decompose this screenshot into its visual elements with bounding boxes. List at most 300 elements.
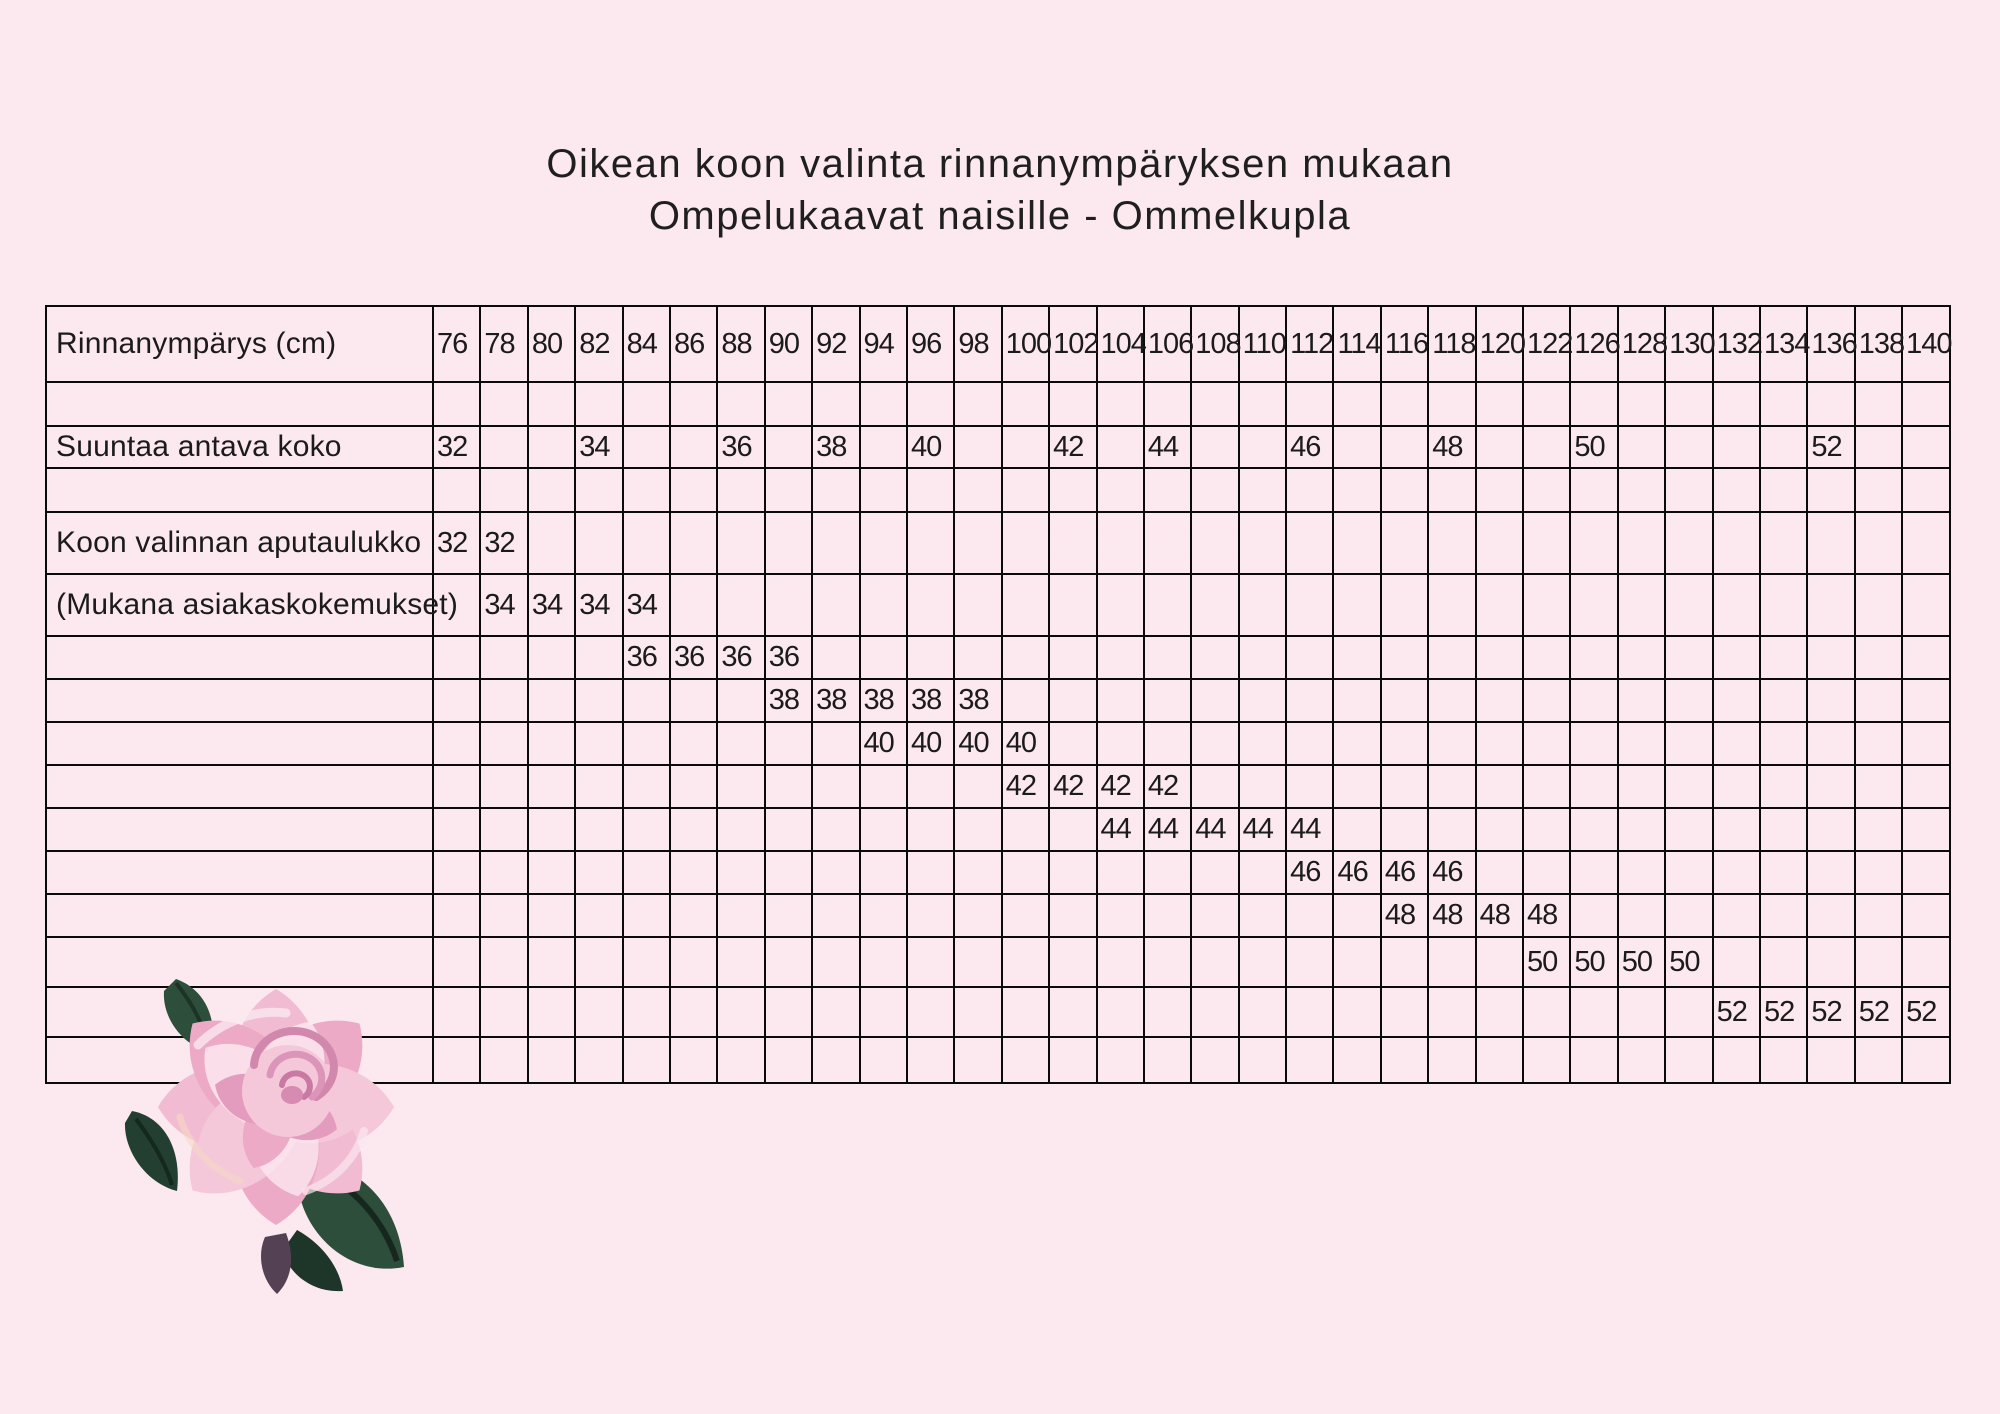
cell-138 xyxy=(1855,1037,1902,1083)
cell-82 xyxy=(575,851,622,894)
cell-78 xyxy=(480,937,527,987)
cell-106 xyxy=(1144,894,1191,937)
cell-100 xyxy=(1002,574,1049,636)
cell-102 xyxy=(1049,894,1096,937)
title-line-1: Oikean koon valinta rinnanympäryksen mukaan xyxy=(546,142,1454,186)
cell-98 xyxy=(954,851,1001,894)
cell-96 xyxy=(907,987,954,1037)
cell-112 xyxy=(1286,765,1333,808)
cell-88 xyxy=(717,1037,764,1083)
cell-88 xyxy=(717,808,764,851)
cell-82 xyxy=(575,894,622,937)
cell-104 xyxy=(1097,987,1144,1037)
cell-138 xyxy=(1855,894,1902,937)
cell-78 xyxy=(480,987,527,1037)
cell-116 xyxy=(1381,937,1428,987)
cell-116: 46 xyxy=(1381,851,1428,894)
cell-114 xyxy=(1333,679,1380,722)
cell-128 xyxy=(1618,574,1665,636)
cell-80 xyxy=(528,382,575,426)
cell-130 xyxy=(1665,679,1712,722)
row-koko-42 xyxy=(46,765,1950,808)
cell-110 xyxy=(1239,382,1286,426)
cell-114 xyxy=(1333,382,1380,426)
cell-112 xyxy=(1286,679,1333,722)
cell-88 xyxy=(717,382,764,426)
cell-106 xyxy=(1144,468,1191,512)
cell-88 xyxy=(717,574,764,636)
cell-112 xyxy=(1286,1037,1333,1083)
cell-82 xyxy=(575,636,622,679)
cell-86 xyxy=(670,1037,717,1083)
cell-112: 44 xyxy=(1286,808,1333,851)
cell-108 xyxy=(1191,679,1238,722)
cell-106 xyxy=(1144,987,1191,1037)
cell-90 xyxy=(765,426,812,468)
cell-92: 38 xyxy=(812,426,859,468)
cell-86: 86 xyxy=(670,306,717,382)
cell-130 xyxy=(1665,765,1712,808)
row-label: Suuntaa antava koko xyxy=(46,426,433,468)
row-label xyxy=(46,808,433,851)
cell-102 xyxy=(1049,512,1096,574)
cell-140 xyxy=(1902,426,1950,468)
cell-106 xyxy=(1144,636,1191,679)
cell-120 xyxy=(1476,1037,1523,1083)
cell-118 xyxy=(1428,382,1475,426)
cell-92 xyxy=(812,636,859,679)
cell-98 xyxy=(954,574,1001,636)
cell-130 xyxy=(1665,426,1712,468)
cell-86 xyxy=(670,808,717,851)
cell-82 xyxy=(575,722,622,765)
cell-84 xyxy=(623,765,670,808)
cell-108 xyxy=(1191,894,1238,937)
cell-138 xyxy=(1855,636,1902,679)
cell-102 xyxy=(1049,468,1096,512)
cell-84 xyxy=(623,722,670,765)
cell-110 xyxy=(1239,636,1286,679)
cell-116: 116 xyxy=(1381,306,1428,382)
cell-82: 34 xyxy=(575,426,622,468)
cell-94 xyxy=(860,851,907,894)
cell-76 xyxy=(433,636,480,679)
cell-102 xyxy=(1049,636,1096,679)
cell-128 xyxy=(1618,468,1665,512)
cell-86 xyxy=(670,765,717,808)
cell-136: 52 xyxy=(1807,426,1854,468)
cell-128 xyxy=(1618,1037,1665,1083)
cell-122 xyxy=(1523,468,1570,512)
cell-82 xyxy=(575,512,622,574)
cell-76: 32 xyxy=(433,512,480,574)
cell-106: 106 xyxy=(1144,306,1191,382)
cell-100: 40 xyxy=(1002,722,1049,765)
cell-94: 38 xyxy=(860,679,907,722)
row-spacer-2 xyxy=(46,468,1950,512)
cell-78 xyxy=(480,722,527,765)
cell-138 xyxy=(1855,468,1902,512)
cell-90: 90 xyxy=(765,306,812,382)
cell-102 xyxy=(1049,851,1096,894)
cell-110 xyxy=(1239,722,1286,765)
cell-96 xyxy=(907,382,954,426)
cell-132 xyxy=(1713,937,1760,987)
cell-136 xyxy=(1807,808,1854,851)
cell-114 xyxy=(1333,468,1380,512)
cell-128 xyxy=(1618,765,1665,808)
cell-112: 46 xyxy=(1286,426,1333,468)
cell-100 xyxy=(1002,382,1049,426)
cell-134 xyxy=(1760,512,1807,574)
cell-88 xyxy=(717,679,764,722)
cell-136 xyxy=(1807,765,1854,808)
cell-114 xyxy=(1333,987,1380,1037)
cell-122 xyxy=(1523,679,1570,722)
cell-108: 108 xyxy=(1191,306,1238,382)
cell-140 xyxy=(1902,808,1950,851)
cell-122 xyxy=(1523,382,1570,426)
cell-94: 40 xyxy=(860,722,907,765)
cell-130 xyxy=(1665,987,1712,1037)
cell-130 xyxy=(1665,512,1712,574)
cell-84 xyxy=(623,426,670,468)
cell-138 xyxy=(1855,574,1902,636)
cell-134: 52 xyxy=(1760,987,1807,1037)
cell-136 xyxy=(1807,851,1854,894)
row-label: Koon valinnan aputaulukko xyxy=(46,512,433,574)
cell-122 xyxy=(1523,636,1570,679)
cell-138 xyxy=(1855,765,1902,808)
cell-84 xyxy=(623,382,670,426)
cell-138 xyxy=(1855,679,1902,722)
cell-120 xyxy=(1476,636,1523,679)
row-koko-48 xyxy=(46,894,1950,937)
cell-92 xyxy=(812,808,859,851)
cell-116 xyxy=(1381,808,1428,851)
cell-122 xyxy=(1523,851,1570,894)
cell-120 xyxy=(1476,574,1523,636)
cell-106 xyxy=(1144,512,1191,574)
cell-96: 38 xyxy=(907,679,954,722)
cell-118: 46 xyxy=(1428,851,1475,894)
cell-100 xyxy=(1002,426,1049,468)
cell-110 xyxy=(1239,765,1286,808)
cell-128 xyxy=(1618,808,1665,851)
cell-132 xyxy=(1713,765,1760,808)
cell-98 xyxy=(954,512,1001,574)
cell-86 xyxy=(670,468,717,512)
cell-98 xyxy=(954,1037,1001,1083)
cell-112 xyxy=(1286,382,1333,426)
cell-90 xyxy=(765,512,812,574)
cell-120 xyxy=(1476,512,1523,574)
cell-90 xyxy=(765,574,812,636)
cell-88 xyxy=(717,765,764,808)
cell-122 xyxy=(1523,722,1570,765)
cell-130 xyxy=(1665,468,1712,512)
cell-140 xyxy=(1902,894,1950,937)
cell-126 xyxy=(1570,987,1617,1037)
cell-78: 34 xyxy=(480,574,527,636)
cell-78: 32 xyxy=(480,512,527,574)
cell-86: 36 xyxy=(670,636,717,679)
cell-108: 44 xyxy=(1191,808,1238,851)
cell-110 xyxy=(1239,987,1286,1037)
cell-138 xyxy=(1855,426,1902,468)
cell-116 xyxy=(1381,987,1428,1037)
cell-130 xyxy=(1665,894,1712,937)
cell-92 xyxy=(812,722,859,765)
cell-96 xyxy=(907,1037,954,1083)
cell-112: 112 xyxy=(1286,306,1333,382)
cell-120 xyxy=(1476,426,1523,468)
cell-100 xyxy=(1002,894,1049,937)
cell-102 xyxy=(1049,1037,1096,1083)
cell-78 xyxy=(480,894,527,937)
cell-104: 44 xyxy=(1097,808,1144,851)
cell-90 xyxy=(765,765,812,808)
cell-104 xyxy=(1097,468,1144,512)
cell-88: 88 xyxy=(717,306,764,382)
cell-132 xyxy=(1713,851,1760,894)
cell-96: 40 xyxy=(907,426,954,468)
row-suuntaa-antava-koko xyxy=(46,426,1950,468)
cell-134 xyxy=(1760,851,1807,894)
cell-104 xyxy=(1097,382,1144,426)
cell-104 xyxy=(1097,894,1144,937)
cell-86 xyxy=(670,512,717,574)
cell-134 xyxy=(1760,426,1807,468)
cell-94 xyxy=(860,987,907,1037)
cell-114 xyxy=(1333,574,1380,636)
cell-116 xyxy=(1381,512,1428,574)
row-koon-valinnan-aputaulukko xyxy=(46,512,1950,574)
cell-96 xyxy=(907,512,954,574)
cell-92: 38 xyxy=(812,679,859,722)
cell-106 xyxy=(1144,722,1191,765)
cell-118 xyxy=(1428,636,1475,679)
cell-126: 126 xyxy=(1570,306,1617,382)
cell-134 xyxy=(1760,636,1807,679)
cell-134: 134 xyxy=(1760,306,1807,382)
cell-132: 132 xyxy=(1713,306,1760,382)
cell-112 xyxy=(1286,636,1333,679)
cell-84 xyxy=(623,468,670,512)
cell-104 xyxy=(1097,574,1144,636)
cell-118 xyxy=(1428,808,1475,851)
cell-82 xyxy=(575,987,622,1037)
cell-80 xyxy=(528,1037,575,1083)
cell-98: 38 xyxy=(954,679,1001,722)
cell-102 xyxy=(1049,382,1096,426)
cell-120: 48 xyxy=(1476,894,1523,937)
cell-96: 96 xyxy=(907,306,954,382)
cell-114: 46 xyxy=(1333,851,1380,894)
cell-76 xyxy=(433,722,480,765)
cell-108 xyxy=(1191,426,1238,468)
cell-92 xyxy=(812,937,859,987)
cell-136 xyxy=(1807,382,1854,426)
row-koko-36 xyxy=(46,636,1950,679)
cell-90 xyxy=(765,1037,812,1083)
cell-110 xyxy=(1239,937,1286,987)
cell-98 xyxy=(954,426,1001,468)
cell-76: 76 xyxy=(433,306,480,382)
cell-84: 34 xyxy=(623,574,670,636)
cell-104 xyxy=(1097,426,1144,468)
cell-128 xyxy=(1618,894,1665,937)
cell-122 xyxy=(1523,987,1570,1037)
cell-116: 48 xyxy=(1381,894,1428,937)
cell-122 xyxy=(1523,574,1570,636)
cell-140 xyxy=(1902,937,1950,987)
cell-138 xyxy=(1855,722,1902,765)
cell-102: 102 xyxy=(1049,306,1096,382)
cell-90: 38 xyxy=(765,679,812,722)
cell-116 xyxy=(1381,426,1428,468)
cell-132 xyxy=(1713,636,1760,679)
cell-112 xyxy=(1286,512,1333,574)
cell-128 xyxy=(1618,636,1665,679)
cell-100 xyxy=(1002,636,1049,679)
cell-134 xyxy=(1760,1037,1807,1083)
cell-98: 40 xyxy=(954,722,1001,765)
cell-116 xyxy=(1381,1037,1428,1083)
cell-132: 52 xyxy=(1713,987,1760,1037)
cell-118 xyxy=(1428,1037,1475,1083)
cell-140 xyxy=(1902,382,1950,426)
row-label xyxy=(46,636,433,679)
cell-90: 36 xyxy=(765,636,812,679)
cell-76 xyxy=(433,468,480,512)
cell-86 xyxy=(670,937,717,987)
cell-140 xyxy=(1902,636,1950,679)
cell-86 xyxy=(670,987,717,1037)
cell-132 xyxy=(1713,679,1760,722)
cell-94 xyxy=(860,512,907,574)
cell-90 xyxy=(765,722,812,765)
cell-138 xyxy=(1855,382,1902,426)
cell-130 xyxy=(1665,722,1712,765)
cell-92: 92 xyxy=(812,306,859,382)
cell-126 xyxy=(1570,808,1617,851)
cell-78 xyxy=(480,808,527,851)
cell-120 xyxy=(1476,722,1523,765)
row-label: Rinnanympärys (cm) xyxy=(46,306,433,382)
cell-106 xyxy=(1144,1037,1191,1083)
cell-96 xyxy=(907,894,954,937)
cell-100 xyxy=(1002,851,1049,894)
rose-illustration xyxy=(114,977,408,1299)
cell-128 xyxy=(1618,382,1665,426)
cell-120 xyxy=(1476,937,1523,987)
cell-92 xyxy=(812,894,859,937)
cell-104 xyxy=(1097,937,1144,987)
cell-132 xyxy=(1713,894,1760,937)
cell-84 xyxy=(623,937,670,987)
cell-132 xyxy=(1713,574,1760,636)
cell-106 xyxy=(1144,937,1191,987)
cell-76 xyxy=(433,851,480,894)
cell-116 xyxy=(1381,765,1428,808)
cell-90 xyxy=(765,468,812,512)
cell-132 xyxy=(1713,426,1760,468)
cell-118 xyxy=(1428,679,1475,722)
cell-136: 52 xyxy=(1807,987,1854,1037)
cell-88 xyxy=(717,987,764,1037)
cell-136 xyxy=(1807,894,1854,937)
row-rinnanymparys xyxy=(46,306,1950,382)
cell-92 xyxy=(812,382,859,426)
cell-110: 110 xyxy=(1239,306,1286,382)
cell-80 xyxy=(528,426,575,468)
cell-94 xyxy=(860,426,907,468)
cell-98 xyxy=(954,808,1001,851)
cell-122 xyxy=(1523,426,1570,468)
cell-80 xyxy=(528,808,575,851)
cell-100 xyxy=(1002,1037,1049,1083)
cell-136 xyxy=(1807,937,1854,987)
cell-120 xyxy=(1476,382,1523,426)
cell-126 xyxy=(1570,468,1617,512)
cell-90 xyxy=(765,851,812,894)
cell-82 xyxy=(575,679,622,722)
cell-118 xyxy=(1428,765,1475,808)
row-label xyxy=(46,468,433,512)
cell-82: 82 xyxy=(575,306,622,382)
cell-116 xyxy=(1381,679,1428,722)
cell-98 xyxy=(954,937,1001,987)
cell-80 xyxy=(528,722,575,765)
cell-102 xyxy=(1049,722,1096,765)
cell-88 xyxy=(717,851,764,894)
cell-126 xyxy=(1570,894,1617,937)
cell-128 xyxy=(1618,987,1665,1037)
cell-100 xyxy=(1002,468,1049,512)
cell-80 xyxy=(528,636,575,679)
cell-108 xyxy=(1191,636,1238,679)
cell-104 xyxy=(1097,851,1144,894)
cell-114 xyxy=(1333,426,1380,468)
cell-92 xyxy=(812,851,859,894)
cell-130 xyxy=(1665,636,1712,679)
row-label xyxy=(46,382,433,426)
cell-80 xyxy=(528,468,575,512)
cell-128 xyxy=(1618,426,1665,468)
cell-134 xyxy=(1760,722,1807,765)
cell-132 xyxy=(1713,1037,1760,1083)
cell-94 xyxy=(860,765,907,808)
cell-112 xyxy=(1286,722,1333,765)
cell-136: 136 xyxy=(1807,306,1854,382)
cell-90 xyxy=(765,808,812,851)
cell-122 xyxy=(1523,512,1570,574)
cell-138: 138 xyxy=(1855,306,1902,382)
cell-84 xyxy=(623,679,670,722)
cell-132 xyxy=(1713,808,1760,851)
cell-130: 130 xyxy=(1665,306,1712,382)
cell-96 xyxy=(907,468,954,512)
cell-94 xyxy=(860,636,907,679)
cell-140 xyxy=(1902,468,1950,512)
cell-134 xyxy=(1760,894,1807,937)
cell-126 xyxy=(1570,574,1617,636)
cell-84 xyxy=(623,894,670,937)
cell-122: 122 xyxy=(1523,306,1570,382)
cell-114 xyxy=(1333,722,1380,765)
cell-140 xyxy=(1902,679,1950,722)
